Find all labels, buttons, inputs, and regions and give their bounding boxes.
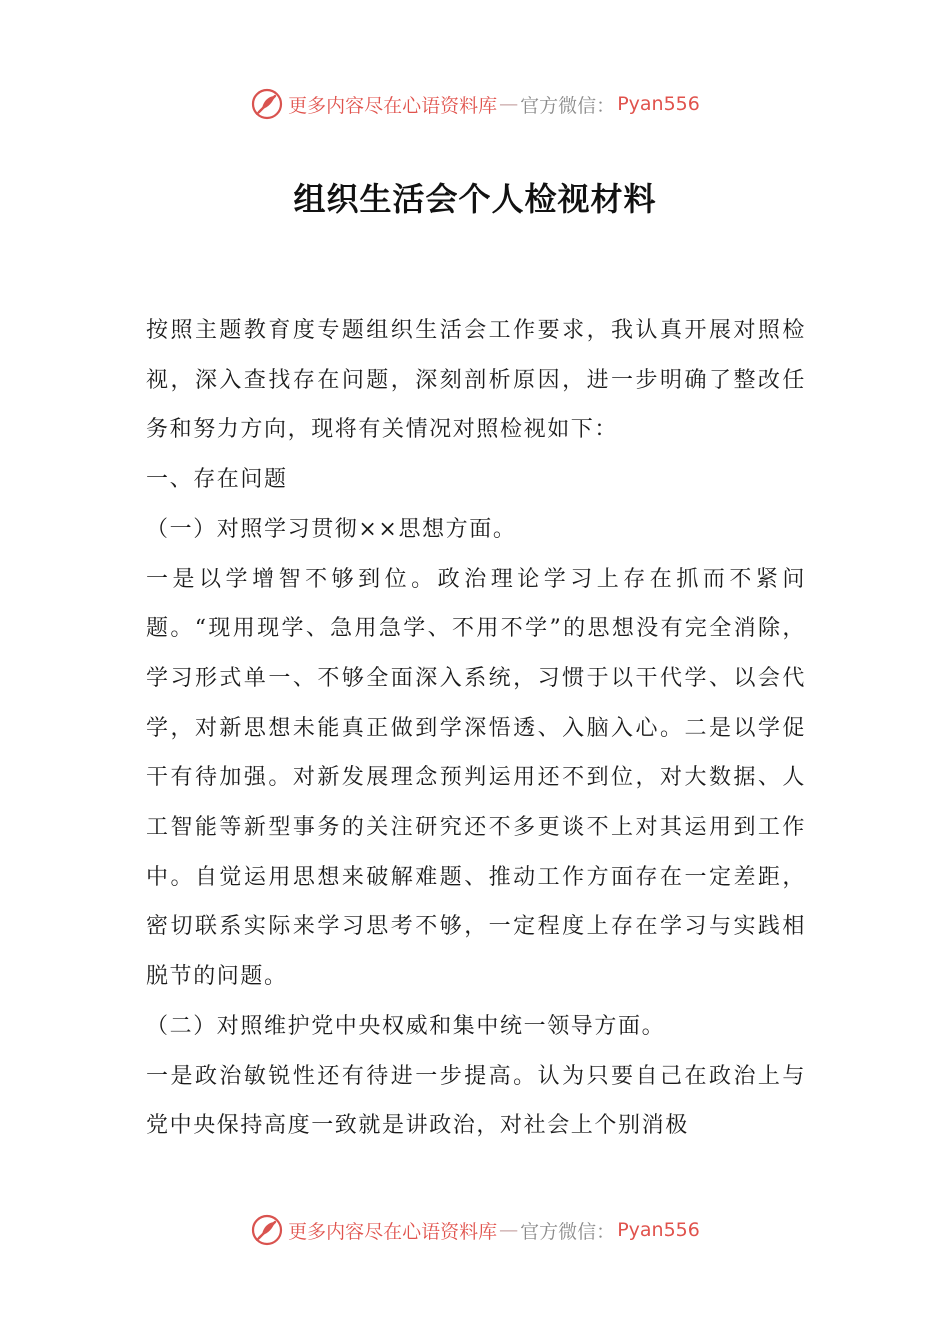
banner-separator: — — [499, 1219, 519, 1241]
banner-brand-text: 更多内容尽在心语资料库 — [288, 94, 498, 117]
footer-banner — [0, 1210, 950, 1250]
banner-wechat-id: Pyan556 — [617, 93, 700, 115]
document-body — [146, 306, 806, 1151]
quill-logo-icon — [250, 87, 284, 121]
intro-paragraph: 按照主题教育度专题组织生活会工作要求，我认真开展对照检视，深入查找存在问题，深刻剖析原因，进一步明确了整改任务和努力方向，现将有关情况对照检视如下： — [146, 318, 806, 443]
banner-separator: — — [499, 93, 519, 115]
body-paragraph: 一是政治敏锐性还有待进一步提高。认为只要自己在政治上与党中央保持高度一致就是讲政治，对社会上个别消极 — [146, 1063, 806, 1139]
section-heading: 一、存在问题 — [146, 467, 288, 493]
banner-official-label: 官方微信： — [520, 1220, 616, 1243]
header-banner — [0, 84, 950, 124]
subsection-heading: （一）对照学习贯彻××思想方面。 — [146, 516, 517, 542]
banner-wechat-id: Pyan556 — [617, 1219, 700, 1241]
document-title: 组织生活会个人检视材料 — [293, 180, 657, 218]
body-paragraph: 一是以学增智不够到位。政治理论学习上存在抓而不紧问题。“现用现学、急用急学、不用不学”的思想没有完全消除，学习形式单一、不够全面深入系统，习惯于以干代学、以会代学，对新思想未能真正做到学深悟透、入脑入心。二是以学促干有待加强。对新发展理念预判运用还不到位，对大数据、人工智能等新型事务的关注研究还不多更谈不上对其运用到工作中。自觉运用思想来破解难题、推动工作方面存在一定差距，密切联系实际来学习思考不够，一定程度上存在学习与实践相脱节的问题。 — [146, 566, 806, 990]
quill-logo-icon — [250, 1213, 284, 1247]
banner-official-label: 官方微信： — [520, 94, 616, 117]
subsection-heading: （二）对照维护党中央权威和集中统一领导方面。 — [146, 1013, 666, 1039]
banner-brand-text: 更多内容尽在心语资料库 — [288, 1220, 498, 1243]
